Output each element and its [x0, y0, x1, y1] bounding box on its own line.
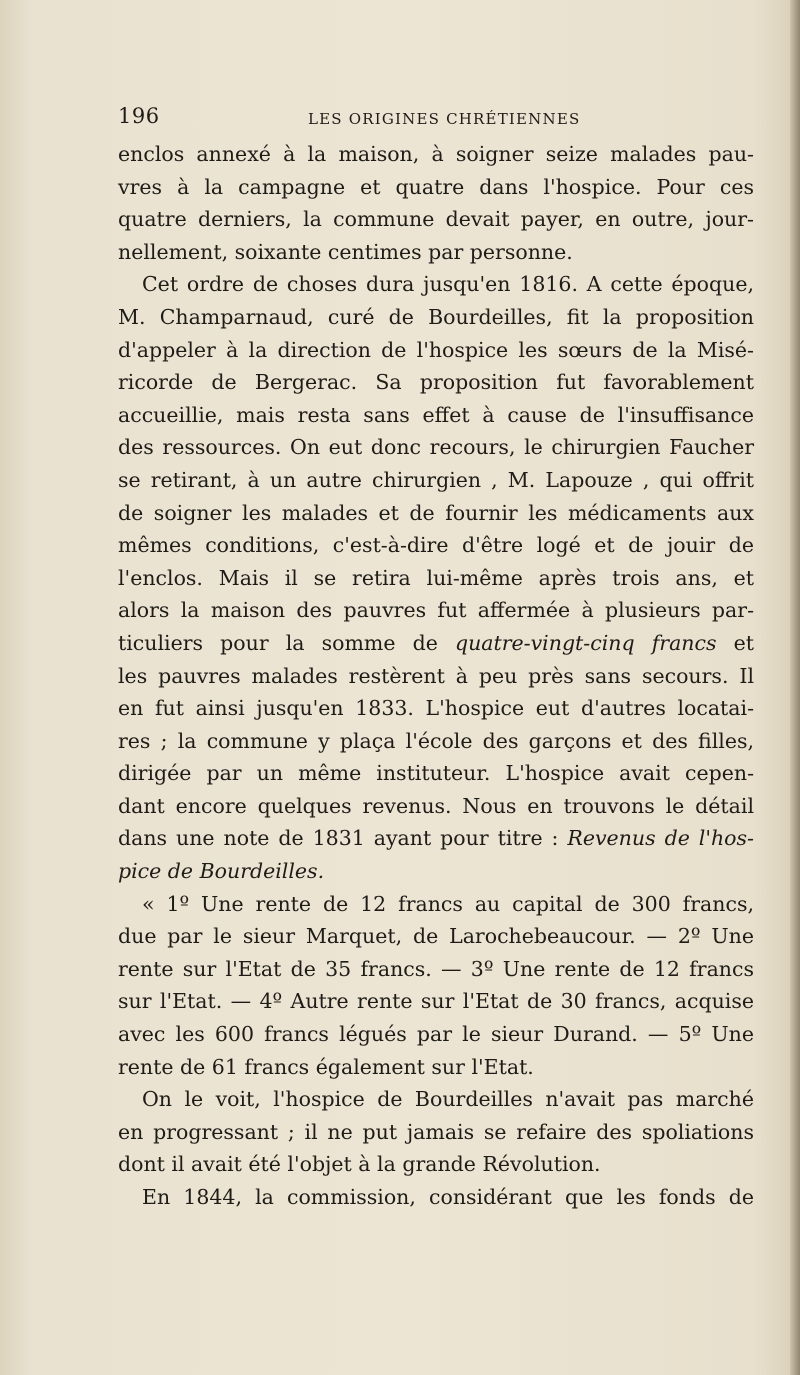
text-line: rente de 61 francs également sur l'Etat.	[118, 1054, 534, 1079]
text-line: nellement, soixante centimes par personne.	[118, 239, 573, 264]
text-line: M. Champarnaud, curé de Bourdeilles, fit la proposition	[118, 304, 754, 329]
text-line: avec les 600 francs légués par le sieur Durand. — 5º Une	[118, 1022, 754, 1047]
text-segment: et	[733, 630, 754, 655]
italic-title: pice de Bourdeilles.	[118, 859, 325, 884]
text-line: l'enclos. Mais il se retira lui-même après trois ans, et	[118, 565, 754, 590]
text-line: en progressant ; il ne put jamais se refaire des spoliations	[118, 1119, 754, 1144]
text-line: dant encore quelques revenus. Nous en trouvons le détail	[118, 793, 754, 818]
text-line: ricorde de Bergerac. Sa proposition fut favorablement	[118, 370, 754, 395]
text-line: les pauvres malades restèrent à peu près sans secours. Il	[118, 663, 754, 688]
text-line: En 1844, la commission, considérant que les fonds de	[142, 1185, 754, 1209]
page-number: 196	[118, 104, 160, 128]
text-line: alors la maison des pauvres fut affermée à plusieurs par-	[118, 598, 754, 623]
text-segment: ticuliers pour la somme de	[118, 630, 438, 655]
text-line: dont il avait été l'objet à la grande Révolution.	[118, 1152, 601, 1177]
text-line: dirigée par un même instituteur. L'hospice avait cepen-	[118, 761, 754, 786]
text-line: des ressources. On eut donc recours, le chirurgien Faucher	[118, 435, 754, 460]
text-line: On le voit, l'hospice de Bourdeilles n'avait pas marché	[142, 1087, 754, 1112]
text-line: de soigner les malades et de fournir les médicaments aux	[118, 500, 754, 525]
text-line: accueillie, mais resta sans effet à cause de l'insuffisance	[118, 402, 754, 427]
text-line	[118, 855, 754, 888]
text-line: en fut ainsi jusqu'en 1833. L'hospice eut d'autres locatai-	[118, 696, 754, 721]
italic-phrase: quatre-vingt-cinq francs	[454, 630, 717, 655]
text-line: mêmes conditions, c'est-à-dire d'être logé et de jouir de	[118, 533, 754, 558]
text-line: enclos annexé à la maison, à soigner seize malades pau-	[118, 142, 754, 166]
running-title: LES ORIGINES CHRÉTIENNES	[308, 110, 581, 128]
text-line: sur l'Etat. — 4º Autre rente sur l'Etat de 30 francs, acquise	[118, 989, 754, 1014]
text-line: rente sur l'Etat de 35 francs. — 3º Une rente de 12 francs	[118, 956, 754, 981]
text-line	[118, 822, 754, 855]
text-line: « 1º Une rente de 12 francs au capital de 300 francs,	[142, 891, 754, 916]
text-line: se retirant, à un autre chirurgien , M. Lapouze , qui offrit	[118, 467, 754, 492]
text-line: due par le sieur Marquet, de Larochebeaucour. — 2º Une	[118, 924, 754, 949]
text-line: vres à la campagne et quatre dans l'hospice. Pour ces	[118, 174, 754, 199]
italic-title: Revenus de l'hos-	[567, 826, 754, 851]
text-line	[118, 627, 754, 660]
text-line: Cet ordre de choses dura jusqu'en 1816. A cette époque,	[142, 272, 754, 297]
text-segment: dans une note de 1831 ayant pour titre :	[118, 826, 559, 851]
body-text	[118, 138, 754, 1214]
text-line: quatre derniers, la commune devait payer, en outre, jour-	[118, 207, 754, 232]
page-edge	[790, 0, 800, 1375]
page-header	[118, 104, 748, 134]
text-line: d'appeler à la direction de l'hospice les sœurs de la Misé-	[118, 337, 754, 362]
text-line: res ; la commune y plaça l'école des garçons et des filles,	[118, 728, 754, 753]
